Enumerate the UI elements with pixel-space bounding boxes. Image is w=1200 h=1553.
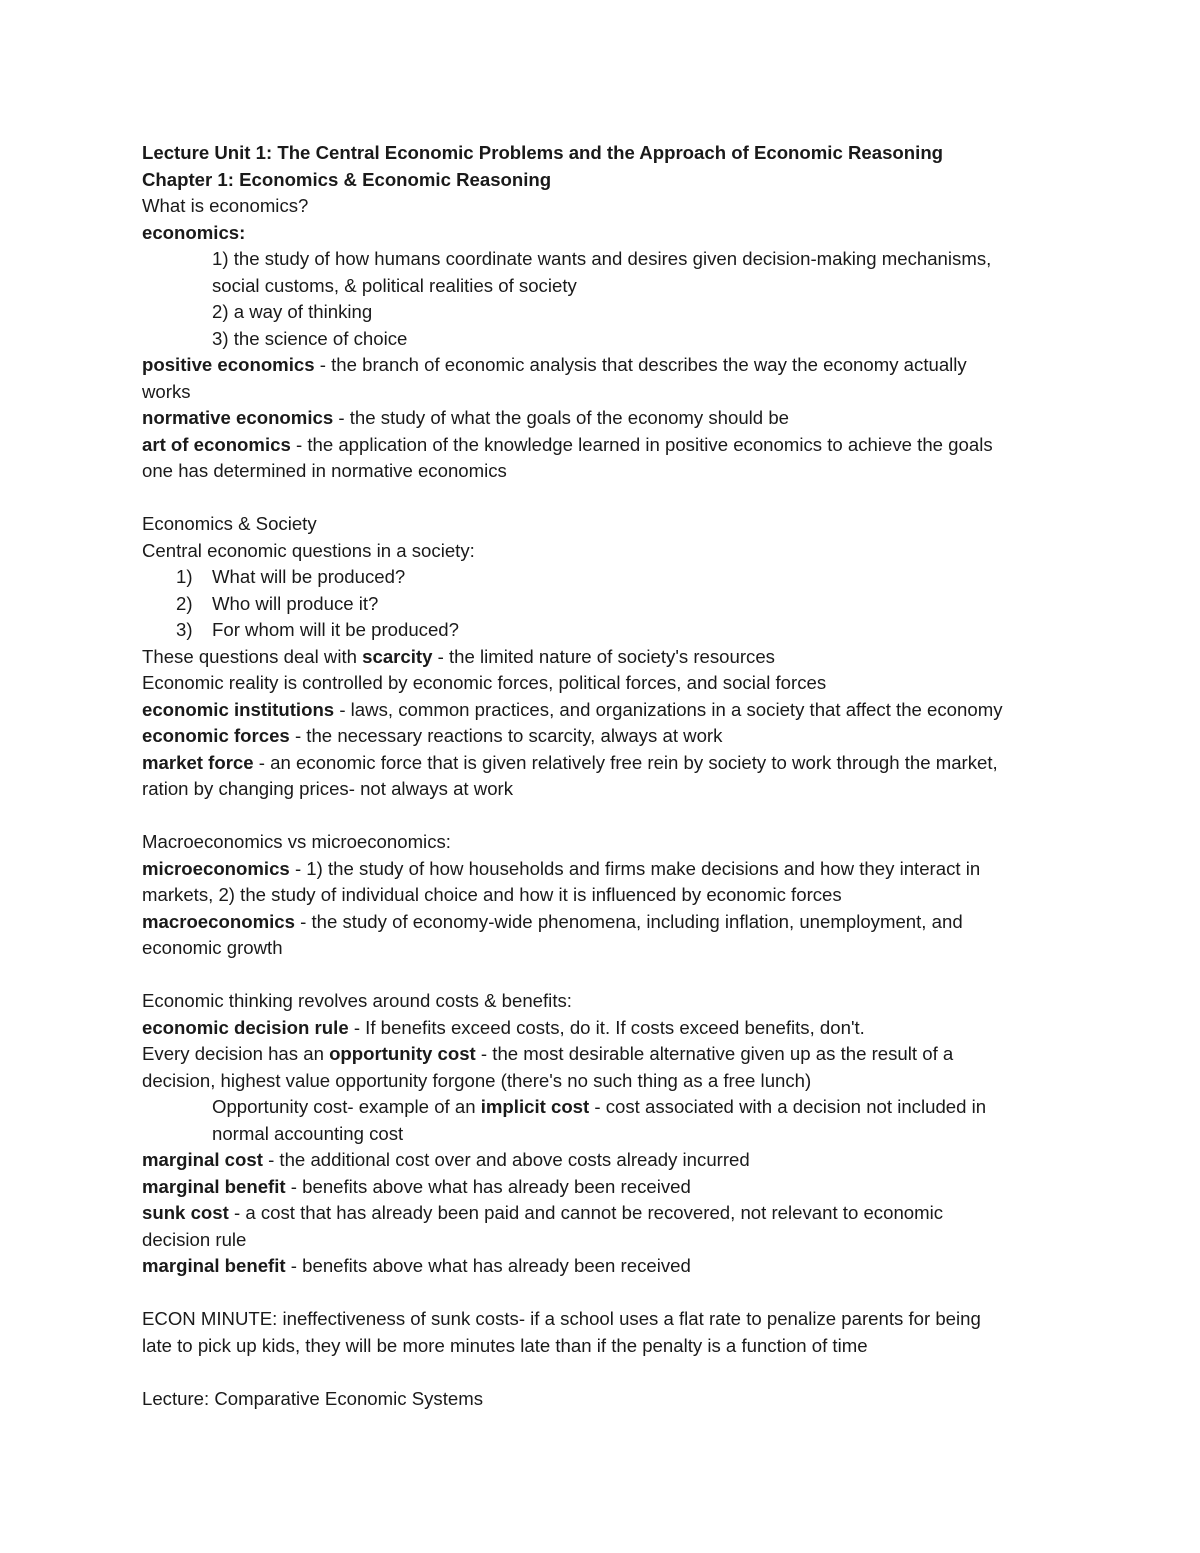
term: art of economics <box>142 433 291 455</box>
reality-line: Economic reality is controlled by economic forces, political forces, and social forces <box>142 672 827 693</box>
market-force-line <box>142 750 1072 777</box>
term: economic decision rule <box>142 1016 349 1038</box>
chapter-title: Chapter 1: Economics & Economic Reasoning <box>142 168 552 190</box>
micro-line <box>142 856 1072 883</box>
sunk-cost-line <box>142 1200 1072 1227</box>
section-heading-costs-benefits: Economic thinking revolves around costs & benefits: <box>142 990 572 1011</box>
definition: - the study of economy-wide phenomena, including inflation, unemployment, and <box>294 910 963 932</box>
term: marginal benefit <box>142 1175 286 1197</box>
definition: - the branch of economic analysis that describes the way the economy actually <box>314 354 967 375</box>
opportunity-cost-line-2: decision, highest value opportunity forgone (there's no such thing as a free lunch) <box>142 1069 812 1091</box>
questions-intro: Central economic questions in a society: <box>142 539 475 561</box>
normative-economics-line <box>142 405 1072 432</box>
list-text: What will be produced? <box>212 566 406 587</box>
economics-definition-3: 3) the science of choice <box>212 327 408 349</box>
macro-line <box>142 909 1072 936</box>
definition: - benefits above what has already been received <box>285 1175 691 1197</box>
list-number: 3) <box>176 619 193 640</box>
sunk-cost-line-2: decision rule <box>142 1228 247 1250</box>
economics-definition-1b: social customs, & political realities of society <box>212 274 577 296</box>
micro-line-2: markets, 2) the study of individual choice and how it is influenced by economic forces <box>142 884 842 905</box>
lecture-title: Lecture Unit 1: The Central Economic Problems and the Approach of Economic Reasoning <box>142 142 944 163</box>
definition: - the additional cost over and above costs already incurred <box>262 1149 750 1170</box>
term: market force <box>142 751 254 773</box>
document-page <box>142 140 1072 1412</box>
marginal-cost-line <box>142 1147 1072 1174</box>
term: marginal benefit <box>142 1255 286 1276</box>
prefix: Opportunity cost- example of an <box>212 1096 481 1117</box>
art-of-economics-line-2: one has determined in normative economics <box>142 460 507 481</box>
list-number: 2) <box>176 592 193 614</box>
term: opportunity cost <box>329 1043 476 1064</box>
term: scarcity <box>362 645 433 667</box>
macro-line-2: economic growth <box>142 937 283 958</box>
term: marginal cost <box>142 1149 263 1170</box>
institutions-line <box>142 697 1072 724</box>
definition: - laws, common practices, and organizations in a society that affect the economy <box>334 698 1003 720</box>
forces-line <box>142 723 1072 750</box>
term: normative economics <box>142 407 334 428</box>
economics-definition-2: 2) a way of thinking <box>212 301 373 322</box>
marginal-benefit-line <box>142 1174 1072 1201</box>
list-text: Who will produce it? <box>212 592 379 614</box>
marginal-benefit-line-repeat <box>142 1253 1072 1280</box>
definition: - benefits above what has already been received <box>285 1255 691 1276</box>
definition: - 1) the study of how households and firms make decisions and how they interact in <box>289 857 981 879</box>
spacer <box>142 962 1072 989</box>
definition: - the limited nature of society's resources <box>432 645 775 667</box>
opportunity-cost-line <box>142 1041 1072 1068</box>
term: implicit cost <box>480 1096 590 1117</box>
economics-definition-1a: 1) the study of how humans coordinate wants and desires given decision-making mechanisms, <box>212 248 992 269</box>
spacer <box>142 1280 1072 1307</box>
definition: - the most desirable alternative given up as the result of a <box>475 1043 954 1064</box>
implicit-cost-line <box>142 1094 1072 1121</box>
definition: - the application of the knowledge learned in positive economics to achieve the goals <box>290 433 993 455</box>
term: sunk cost <box>142 1202 229 1223</box>
term: positive economics <box>142 354 315 375</box>
prefix: These questions deal with <box>142 645 363 667</box>
next-lecture-heading: Lecture: Comparative Economic Systems <box>142 1387 484 1409</box>
list-item <box>142 564 1072 591</box>
definition: - cost associated with a decision not included in <box>589 1096 987 1117</box>
definition: - If benefits exceed costs, do it. If costs exceed benefits, don't. <box>348 1016 865 1038</box>
term: economic institutions <box>142 698 335 720</box>
definition: - the study of what the goals of the economy should be <box>333 407 790 428</box>
implicit-cost-line-2: normal accounting cost <box>212 1122 404 1144</box>
spacer <box>142 485 1072 512</box>
term: economic forces <box>142 725 290 746</box>
term: macroeconomics <box>142 910 295 932</box>
definition: - an economic force that is given relatively free rein by society to work through the market, <box>253 751 998 773</box>
art-of-economics-line <box>142 432 1072 459</box>
spacer <box>142 803 1072 830</box>
scarcity-line <box>142 644 1072 671</box>
econ-minute-line-2: late to pick up kids, they will be more minutes late than if the penalty is a function of time <box>142 1334 868 1356</box>
term: microeconomics <box>142 857 290 879</box>
list-item <box>142 617 1072 644</box>
decision-rule-line <box>142 1015 1072 1042</box>
econ-minute-line: ECON MINUTE: ineffectiveness of sunk costs- if a school uses a flat rate to penalize parents for being <box>142 1308 981 1329</box>
definition: - the necessary reactions to scarcity, always at work <box>289 725 723 746</box>
economics-term: economics: <box>142 221 246 243</box>
intro-question: What is economics? <box>142 195 309 216</box>
section-heading-macro-micro: Macroeconomics vs microeconomics: <box>142 831 451 852</box>
list-item <box>142 591 1072 618</box>
definition: - a cost that has already been paid and cannot be recovered, not relevant to economic <box>228 1202 944 1223</box>
section-heading-society: Economics & Society <box>142 513 317 534</box>
list-number: 1) <box>176 566 193 587</box>
spacer <box>142 1359 1072 1386</box>
list-text: For whom will it be produced? <box>212 619 459 640</box>
market-force-line-2: ration by changing prices- not always at work <box>142 778 514 799</box>
positive-economics-line-2: works <box>142 380 191 402</box>
positive-economics-line <box>142 352 1072 379</box>
prefix: Every decision has an <box>142 1043 330 1064</box>
